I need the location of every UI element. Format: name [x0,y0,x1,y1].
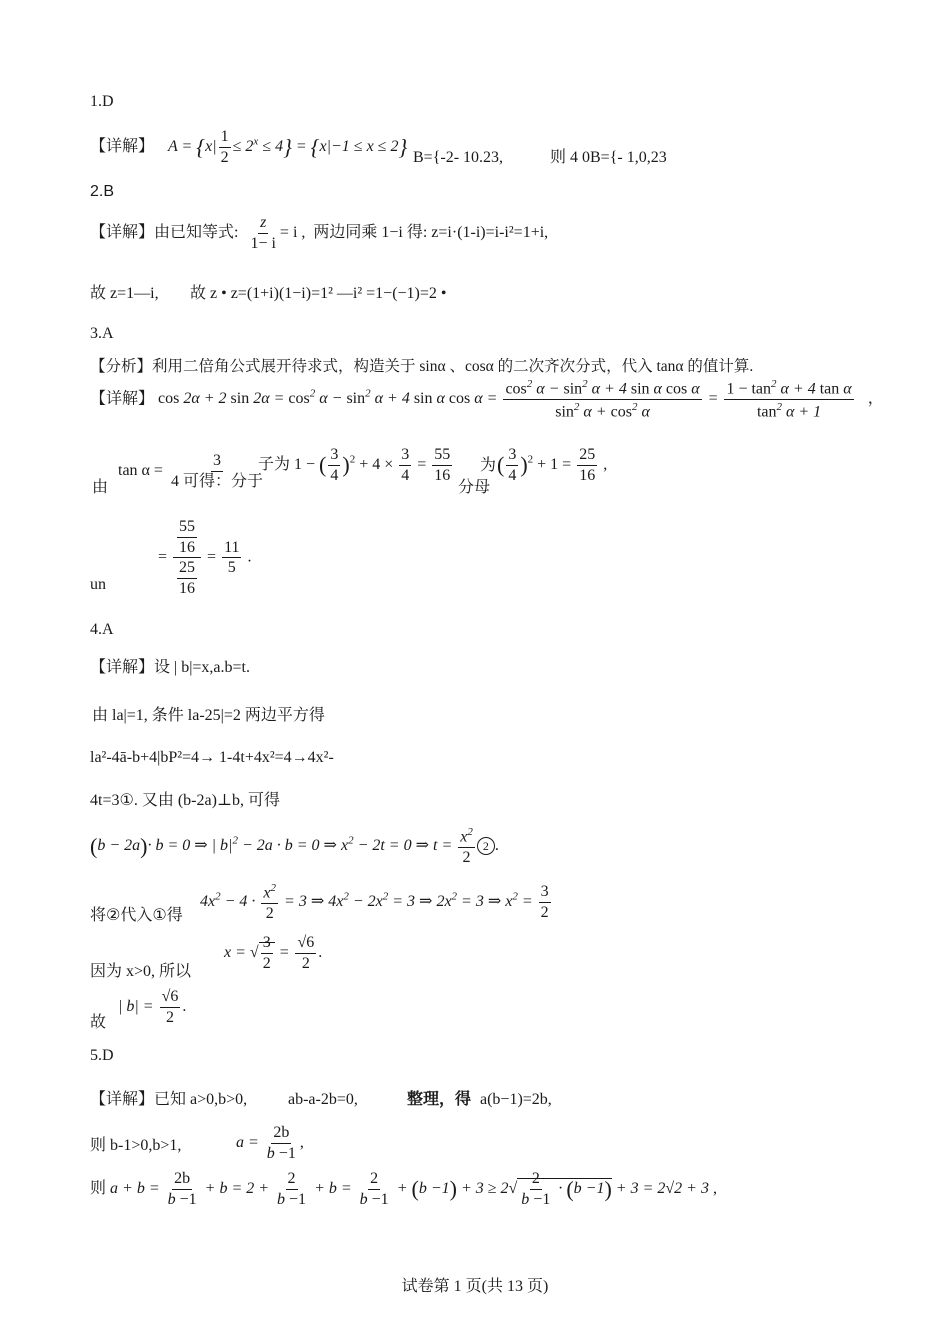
q3-denominator: ( $\frac{3}{4}$ )$^2$ + 1 = $\frac{25}{16}$ , [497,446,608,484]
q3-answer: 3.A [90,325,114,342]
q5-answer: 5.D [90,1047,114,1064]
q2-step: 两边同乘 1−i 得: z=i·(1-i)=i-i²=1+i, [313,224,549,242]
q1-intersection: 则 4 0B={- 1,0,23 [550,149,667,166]
q4-so: 故 [90,1014,107,1031]
q1-detail-line [90,128,407,166]
page-footer: 试卷第 1 页(共 13 页) [401,1278,549,1295]
q4-substitute-label: 将②代入①得 [90,907,183,924]
q4-line-3: (b − 2a)· b = 0 ⇒ | $b|^2 - 2a \cdot b = 0$ ⇒ $x^2 - 2t = 0$ ⇒ t = $\frac{x^2}{2}$ 2 . [90,826,499,866]
q3-denominator-prefix: 分母 [458,479,491,496]
q5-then-1: 则 b-1>0,b>1, [90,1137,182,1154]
q3-expression: cos 2α + 2 $\sin 2\alpha = \cos^2 \alpha - \sin^2 \alpha + 4$ sin α cos α = $\frac{\cos^2 \alpha - \sin^2 \alpha + 4 \sin \alpha \cos \alpha}{\sin^2 \alpha + \cos^2 \alpha}$ = $\frac{1 - \tan^2 \alpha + 4 \tan \alpha}{\tan^2 \alpha + 1}$ [158,378,852,421]
q4-line-6: | b| = $\frac{√6}{2}$ . [118,988,187,1026]
q3-analysis: 【分析】利用二倍角公式展开待求式，构造关于 sinα 、cosα 的二次齐次分式，代入 tanα 的值计算. [90,358,754,375]
q3-numerator: 子为 1 − ( $\frac{3}{4}$ )$^2$ + 4 × $\frac{3}{4}$ = $\frac{55}{16}$ [258,446,451,484]
q2-conclusion-a: 故 z=1—i, [90,285,159,302]
q4-because: 因为 x>0, 所以 [90,963,192,980]
q3-comma: ， [867,390,884,408]
q1-set-a: A = {x| $\frac{1}{2}$ ≤ $2^x \le 4\} = \{x|-1 \le x \le 2\}$ [168,128,408,166]
q1-set-b: B={-2- 10.23, [413,149,504,166]
q5-tidy-equation: a(b−1)=2b, [480,1091,552,1108]
q5-a-expression: a = $\frac{2b}{b -1}$ , [236,1124,304,1162]
q5-detail: 【详解】已知 a>0,b>0, [90,1091,248,1108]
q2-detail-line [90,214,548,252]
q2-answer: 2.B [90,183,115,200]
q5-tidy: 整理，得 [407,1091,472,1108]
q2-equation: $\frac{z}{1- i}$ = i , [250,214,306,252]
q4-line-5: x = √ $\frac{3}{2}$ = $\frac{√6}{2}$ . [224,934,323,972]
q4-detail: 【详解】设 | b|=x,a.b=t. [90,659,251,676]
q1-detail-tag: 【详解】 [90,138,155,156]
q4-line-4: $4x^2 - 4$ · $\frac{x^2}{2}$ = 3 ⇒ $4x^2 - 2x^2 = 3$ ⇒ $2x^2 = 3$ ⇒ $x^2$ = $\frac{3}{2}$ [200,882,549,922]
q4-answer: 4.A [90,621,114,638]
q3-from: 由 [92,479,109,496]
q3-tan-given: tan α = 3 4 可得：分于 [118,452,263,490]
q5-equation: ab-a-2b=0, [288,1091,358,1108]
q3-un: un [90,576,106,593]
q3-detail-tag: 【详解】 [90,390,155,408]
q3-result: = $\frac{\frac{55}{16}}{\frac{25}{16}}$ = $\frac{11}{5}$ . [158,518,252,597]
q2-conclusion-b: 故 z • z=(1+i)(1−i)=1² —i² =1−(−1)=2 • [190,285,447,302]
q4-line-2: 4t=3①. 又由 (b-2a)⊥b, 可得 [90,792,280,809]
q1-answer: 1.D [90,93,114,110]
q4-line-1: la²-4ā-b+4|bP²=4→ 1-4t+4x²=4→4x²- [90,749,334,766]
q4-condition: 由 la|=1, 条件 la-25|=2 两边平方得 [92,707,325,724]
q3-denominator-label: 为 [480,457,497,474]
q2-detail: 【详解】由已知等式: [90,224,239,242]
q3-detail-line [90,378,884,421]
q5-then-2: 则 a + b = $\frac{2b}{b -1}$ + b = 2 + $\frac{2}{b -1}$ + b = $\frac{2}{b -1}$ + (b −1) + 3 ≥ 2√ $\frac{2}{b -1}$ · (b −1) + 3 = 2√2 + 3 , [90,1170,717,1208]
